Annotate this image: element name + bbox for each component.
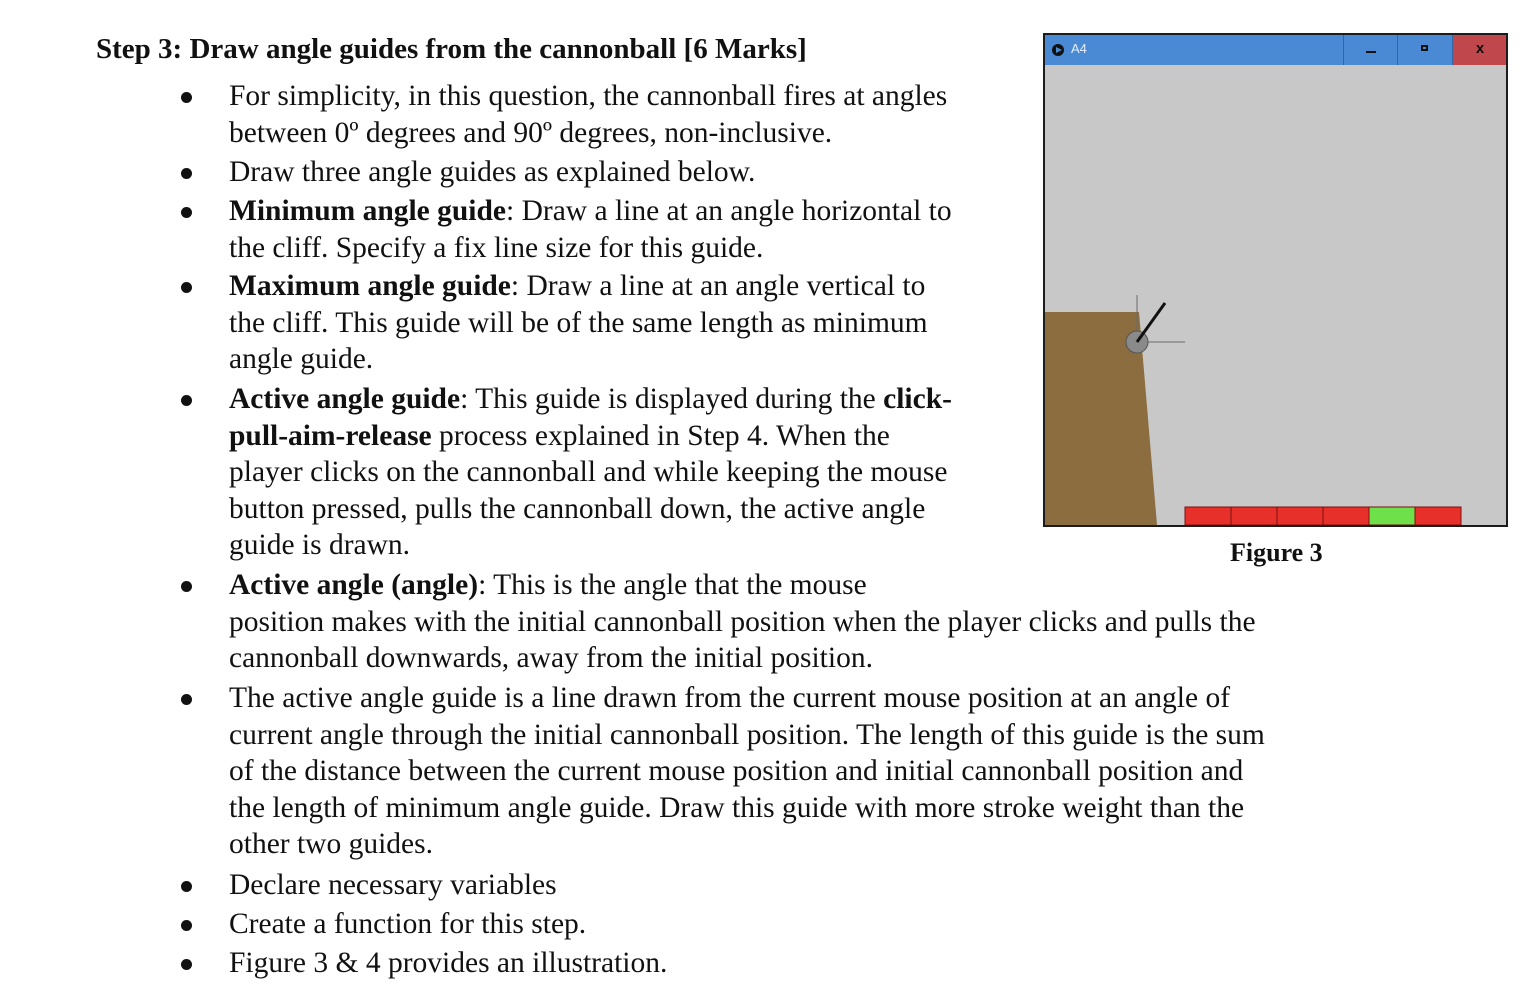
target-block — [1323, 507, 1369, 525]
bullet-icon — [181, 207, 192, 218]
list-item-line — [229, 491, 952, 528]
step-heading: Step 3: Draw angle guides from the cannonball [6 Marks] — [96, 33, 807, 65]
bold-term: Maximum angle guide — [229, 270, 511, 302]
list-item — [229, 154, 755, 191]
list-item-line — [229, 381, 952, 418]
text-segment: button pressed, pulls the cannonball down, the active angle — [229, 492, 926, 525]
close-icon: x — [1475, 40, 1485, 57]
bullet-icon — [181, 694, 192, 705]
target-block — [1277, 507, 1323, 525]
app-icon — [1052, 44, 1064, 56]
list-item — [229, 193, 952, 266]
list-item-line — [229, 717, 1265, 754]
target-block — [1415, 507, 1461, 525]
bullet-icon — [181, 92, 192, 103]
text-segment: position makes with the initial cannonball position when the player clicks and pulls the — [229, 605, 1256, 638]
list-item-line — [229, 305, 928, 342]
list-item-line — [229, 115, 947, 152]
list-item-line — [229, 418, 952, 455]
target-block — [1231, 507, 1277, 525]
text-segment: between 0º degrees and 90º degrees, non-inclusive. — [229, 116, 833, 149]
maximize-button[interactable] — [1397, 35, 1451, 65]
text-segment: : This guide is displayed during the — [460, 383, 884, 415]
bold-term: Active angle guide — [229, 383, 461, 415]
bold-term: Active angle (angle) — [229, 569, 479, 601]
text-segment: : Draw a line at an angle vertical to — [510, 270, 926, 302]
target-block — [1185, 507, 1231, 525]
text-segment: other two guides. — [229, 828, 434, 860]
text-segment: Declare necessary variables — [229, 869, 557, 901]
list-item-line — [229, 154, 755, 191]
target-block — [1369, 507, 1415, 525]
window-title: A4 — [1071, 41, 1087, 56]
list-item-line — [229, 567, 1256, 604]
text-segment: the cliff. Specify a fix line size for this guide. — [229, 231, 764, 264]
text-segment: Figure 3 & 4 provides an illustration. — [229, 947, 668, 979]
text-segment: Draw three angle guides as explained below. — [229, 156, 756, 188]
text-segment: : This is the angle that the mouse — [478, 569, 867, 601]
list-item — [229, 78, 947, 151]
list-item — [229, 945, 667, 982]
bullet-icon — [181, 881, 192, 892]
text-segment: the cliff. This guide will be of the same length as minimum — [229, 306, 928, 339]
list-item — [229, 268, 928, 378]
text-segment: of the distance between the current mouse position and initial cannonball position and — [229, 755, 1244, 787]
text-segment: current angle through the initial cannonball position. The length of this guide is the sum — [229, 718, 1265, 751]
text-segment: For simplicity, in this question, the cannonball fires at angles — [229, 80, 948, 112]
figure-3-window — [1043, 33, 1508, 527]
text-segment: cannonball downwards, away from the initial position. — [229, 642, 873, 674]
text-segment: player clicks on the cannonball and while keeping the mouse — [229, 456, 948, 488]
minimize-button[interactable] — [1343, 35, 1397, 65]
text-segment: Create a function for this step. — [229, 908, 587, 940]
list-item-line — [229, 193, 952, 230]
bullet-icon — [181, 395, 192, 406]
list-item-line — [229, 753, 1265, 790]
bold-term: click- — [883, 383, 952, 415]
text-segment: angle guide. — [229, 343, 374, 375]
figure-caption: Figure 3 — [1230, 538, 1323, 567]
list-item-line — [229, 640, 1256, 677]
list-item — [229, 680, 1265, 863]
list-item — [229, 381, 952, 564]
list-item-line — [229, 906, 586, 943]
bold-term: Minimum angle guide — [229, 195, 506, 227]
list-item-line — [229, 945, 667, 982]
bold-term: pull-aim-release — [229, 419, 432, 452]
list-item-line — [229, 341, 928, 378]
bullet-icon — [181, 168, 192, 179]
text-segment: process explained in Step 4. When the — [431, 419, 890, 452]
bullet-icon — [181, 581, 192, 592]
list-item-line — [229, 604, 1256, 641]
list-item-line — [229, 680, 1265, 717]
minimize-icon — [1366, 51, 1376, 53]
target-blocks — [1185, 507, 1461, 525]
list-item-line — [229, 268, 928, 305]
text-segment: The active angle guide is a line drawn from the current mouse position at an angle of — [229, 682, 1231, 714]
window-titlebar — [1045, 35, 1506, 65]
list-item-line — [229, 230, 952, 267]
bullet-icon — [181, 920, 192, 931]
list-item — [229, 567, 1256, 677]
game-canvas — [1045, 65, 1506, 525]
text-segment: : Draw a line at an angle horizontal to — [506, 195, 952, 227]
list-item-line — [229, 527, 952, 564]
list-item-line — [229, 78, 947, 115]
list-item-line — [229, 826, 1265, 863]
bullet-icon — [181, 282, 192, 293]
text-segment: guide is drawn. — [229, 529, 411, 561]
list-item-line — [229, 790, 1265, 827]
maximize-icon — [1421, 45, 1428, 51]
list-item — [229, 867, 557, 904]
close-button[interactable] — [1452, 35, 1506, 65]
list-item-line — [229, 454, 952, 491]
list-item-line — [229, 867, 557, 904]
bullet-icon — [181, 959, 192, 970]
list-item — [229, 906, 586, 943]
text-segment: the length of minimum angle guide. Draw this guide with more stroke weight than the — [229, 791, 1245, 824]
